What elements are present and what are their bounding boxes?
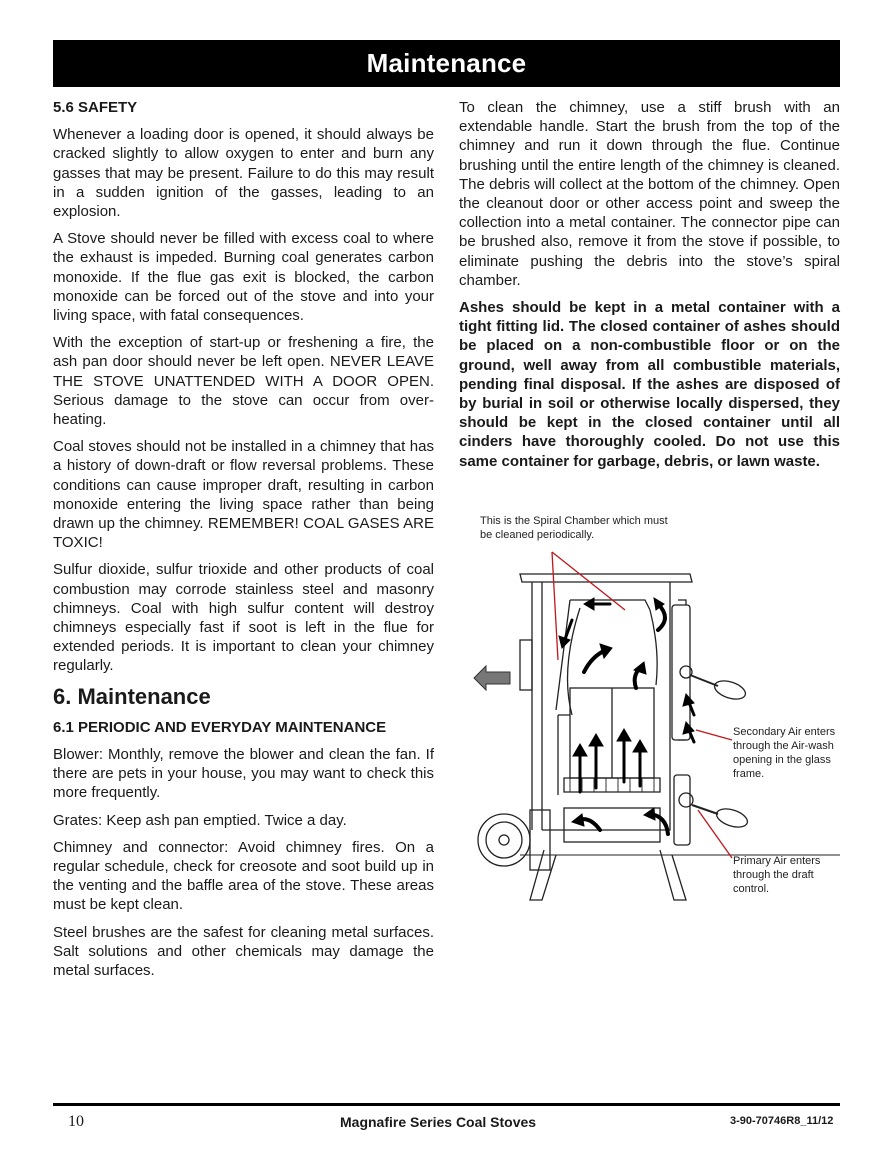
stove-diagram xyxy=(460,510,850,910)
left-wall xyxy=(532,582,542,830)
primary-air-caption: Primary Air enters through the draft control. xyxy=(733,855,821,895)
top-rail xyxy=(520,574,692,582)
safety-paragraph-2: A Stove should never be filled with excess coal to where the exhaust is impeded. Burning coal generates carbon monoxide. If the flue gas exit is blocked, the carbon monoxide can be forced out of the stove and into your living space, with fatal consequences. xyxy=(53,230,434,325)
section-heading: 6. Maintenance xyxy=(53,683,211,709)
page-number: 10 xyxy=(68,1113,84,1130)
callout-lines xyxy=(552,552,732,858)
loading-door xyxy=(672,605,690,740)
footer-rule xyxy=(53,1103,840,1106)
safety-paragraph-4: Coal stoves should not be installed in a chimney that has a history of down-draft or flow reversal problems. These conditions can cause improper draft, resulting in carbon monoxide entering the living space rather than being drawn up the chimney. REMEMBER! COAL GASES ARE TOXIC! xyxy=(53,438,434,552)
left-column xyxy=(53,98,434,988)
chimney-cleaning-paragraph: To clean the chimney, use a stiff brush with an extendable handle. Start the brush from the top of the chimney and run it down through the flue. Continue brushing until the entire length of the chimney is cleaned. The debris will collect at the bottom of the chimney. Open the cleanout door or other access point and sweep the collection into a metal container. The connector pipe can be brushed also, remove it from the stove if possible, to eliminate pushing the debris into the stove’s spiral chamber. xyxy=(459,99,840,289)
door-handle xyxy=(712,677,747,702)
right-column xyxy=(459,98,840,479)
stove-illustration xyxy=(460,510,850,910)
ash-door-handle xyxy=(714,805,749,830)
page-title: Maintenance xyxy=(366,48,527,78)
subsection-heading: 6.1 PERIODIC AND EVERYDAY MAINTENANCE xyxy=(53,718,387,736)
grates-paragraph: Grates: Keep ash pan emptied. Twice a day. xyxy=(53,811,347,829)
safety-paragraph-3: With the exception of start-up or freshening a fire, the ash pan door should never be left open. NEVER LEAVE THE STOVE UNATTENDED WITH A DOOR OPEN. Serious damage to the stove can occur from over-heating. xyxy=(53,334,434,429)
right-leg xyxy=(660,850,686,900)
chimney-paragraph: Chimney and connector: Avoid chimney fires. On a regular schedule, check for creosote and soot build up in the venting and the baffle area of the stove. These areas must be kept clean. xyxy=(53,838,434,914)
left-leg xyxy=(530,850,556,900)
ash-pan xyxy=(564,808,660,842)
document-number: 3-90-70746R8_11/12 xyxy=(730,1115,834,1127)
exhaust-arrow xyxy=(474,666,510,690)
body-bottom xyxy=(542,582,670,830)
blower-box xyxy=(520,640,532,690)
page-title-banner xyxy=(53,40,840,87)
secondary-air-caption: Secondary Air enters through the Air-wash opening in the glass frame. xyxy=(733,726,836,780)
ashes-warning-paragraph: Ashes should be kept in a metal container with a tight fitting lid. The closed container of ashes should be placed on a non-combustible floor or on the ground, well away from all combustible materials, pending final disposal. If the ashes are disposed of by burial in soil or otherwise locally dispersed, they should be kept in the closed container until all cinders have thoroughly cooled. Do not use this same container for garbage, debris, or lawn waste. xyxy=(459,299,840,470)
spiral-chamber-caption: This is the Spiral Chamber which must be cleaned periodically. xyxy=(480,515,668,541)
grate xyxy=(564,778,660,792)
footer-title: Magnafire Series Coal Stoves xyxy=(340,1114,537,1130)
safety-paragraph-5: Sulfur dioxide, sulfur trioxide and other products of coal combustion may corrode stainless steel and masonry chimneys. Coal with high sulfur content will destroy chimneys especially fast if soot is left in the flue for extended periods. It is important to clean your chimney regularly. xyxy=(53,561,434,675)
ash-door xyxy=(674,775,690,845)
blower-paragraph: Blower: Monthly, remove the blower and clean the fan. If there are pets in your house, you may want to check this more frequently. xyxy=(53,745,434,802)
brushes-paragraph: Steel brushes are the safest for cleaning metal surfaces. Salt solutions and other chemicals may damage the metal surfaces. xyxy=(53,923,434,979)
safety-paragraph-1: Whenever a loading door is opened, it should always be cracked slightly to allow oxygen to enter and burn any gasses that may be present. Failure to do this may result in a sudden ignition of the gasses, leading to an explosion. xyxy=(53,126,434,221)
safety-heading: 5.6 SAFETY xyxy=(53,99,138,116)
